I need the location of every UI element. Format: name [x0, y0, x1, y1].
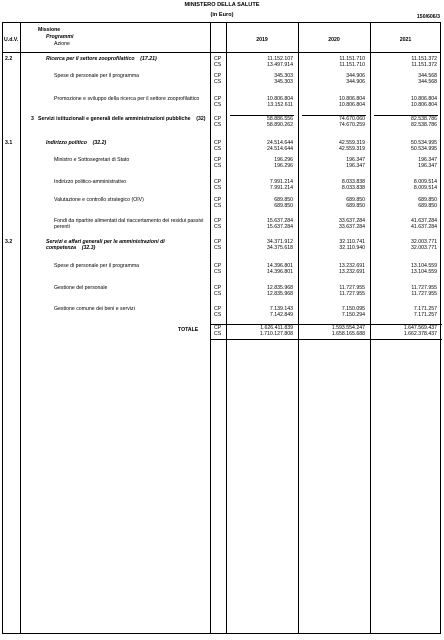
cs-value: 11.727.955 [411, 291, 437, 297]
row-udv: 2.2 [5, 56, 13, 62]
cs-label: CS [214, 79, 222, 85]
cp-value: 8.009.514 [413, 179, 437, 185]
cp-label: CP [214, 157, 222, 163]
cs-value: 13.232.691 [339, 269, 365, 275]
cp-label: CP [214, 140, 222, 146]
row-label-text: Servizi istituzionali e generali delle amministrazioni pubbliche [38, 116, 191, 122]
totale-top-line [226, 324, 298, 325]
cs-label: CS [214, 331, 222, 337]
row-label-text: Indirizzo politico-amministrativo [54, 179, 127, 185]
cs-value: 344.906 [346, 79, 365, 85]
row-label [46, 240, 206, 252]
cs-value: 50.534.995 [411, 146, 437, 152]
cs-label: CS [214, 146, 222, 152]
row-label [54, 180, 206, 186]
ministry-title: MINISTERO DELLA SALUTE [184, 2, 260, 8]
cs-value: 41.637.284 [411, 224, 437, 230]
totale-cs-value: 1.710.127.808 [259, 331, 293, 337]
row-label-text: Ministro e Sottosegretari di Stato [54, 157, 130, 163]
cs-value: 12.835.968 [267, 291, 293, 297]
row-label-text: Fondi da ripartire alimentati dal riaccertamento dei residui passivi perenti [54, 218, 204, 230]
row-code: (32.2) [86, 140, 107, 146]
cp-value: 74.670.060 [339, 116, 365, 122]
cp-value: 11.727.955 [411, 285, 437, 291]
cp-value: 345.303 [274, 73, 293, 79]
row-label [38, 117, 206, 123]
cs-label: CS [214, 312, 222, 318]
cp-value: 689.850 [274, 197, 293, 203]
cs-label: CS [214, 269, 222, 275]
totale-cp-value: 1.647.569.437 [403, 325, 437, 331]
cs-value: 8.033.838 [341, 185, 365, 191]
totale-bottom-line [370, 339, 442, 340]
totale-cp-value: 1.626.411.839 [260, 325, 293, 331]
header-missione: Missione [38, 27, 61, 33]
cp-value: 7.171.257 [413, 306, 437, 312]
cp-label: CP [214, 73, 222, 79]
cs-value: 11.727.955 [339, 291, 365, 297]
header-2019: 2019 [256, 37, 268, 43]
totale-bottom-line [298, 339, 370, 340]
cs-value: 7.150.294 [341, 312, 365, 318]
row-label [54, 219, 206, 231]
cs-value: 345.303 [274, 79, 293, 85]
row-label-text: Ricerca per il settore zooprofilattico [46, 56, 135, 62]
cp-value: 11.727.955 [339, 285, 365, 291]
cp-label: CP [214, 239, 222, 245]
row-label [54, 307, 206, 313]
row-label-text: Spese di personale per il programma [54, 73, 140, 79]
cs-value: 42.559.319 [339, 146, 365, 152]
cs-value: 7.142.849 [269, 312, 293, 318]
cp-value: 11.151.710 [339, 56, 365, 62]
cp-value: 196.347 [346, 157, 365, 163]
totale-top-line [370, 324, 442, 325]
totale-cpcs-top [210, 324, 226, 325]
header-2020: 2020 [328, 37, 340, 43]
row-label [54, 97, 206, 103]
cp-value: 196.347 [418, 157, 437, 163]
row-label [54, 198, 206, 204]
cs-value: 196.296 [274, 163, 293, 169]
mission-underline [302, 115, 366, 116]
row-udv: 3.2 [5, 239, 13, 245]
cs-value: 8.009.514 [413, 185, 437, 191]
cp-value: 15.637.284 [267, 218, 293, 224]
unit-label: (in Euro) [210, 12, 234, 18]
cp-value: 42.559.319 [339, 140, 365, 146]
cs-value: 58.890.262 [267, 122, 293, 128]
totale-label: TOTALE [178, 327, 199, 333]
cs-value: 7.991.214 [269, 185, 293, 191]
cp-value: 13.104.559 [411, 263, 437, 269]
cp-value: 50.534.995 [411, 140, 437, 146]
cs-value: 11.151.372 [411, 62, 437, 68]
cp-value: 10.806.804 [339, 96, 365, 102]
cp-value: 14.396.801 [267, 263, 293, 269]
cp-value: 10.806.804 [411, 96, 437, 102]
cp-value: 11.151.372 [411, 56, 437, 62]
cp-value: 34.371.912 [267, 239, 293, 245]
cp-value: 10.806.804 [267, 96, 293, 102]
cp-value: 689.850 [418, 197, 437, 203]
cp-value: 344.568 [418, 73, 437, 79]
cp-value: 7.991.214 [269, 179, 293, 185]
cp-label: CP [214, 116, 222, 122]
cp-value: 32.110.741 [339, 239, 365, 245]
row-label-text: Indirizzo politico [46, 140, 87, 146]
cp-value: 11.152.107 [267, 56, 293, 62]
header-divider [2, 52, 441, 53]
cs-value: 14.396.801 [267, 269, 293, 275]
cs-label: CS [214, 224, 222, 230]
row-label [54, 286, 206, 292]
cp-label: CP [214, 306, 222, 312]
cs-value: 344.568 [418, 79, 437, 85]
cp-value: 41.637.284 [411, 218, 437, 224]
cs-value: 196.347 [418, 163, 437, 169]
cp-label: CP [214, 56, 222, 62]
row-label [46, 141, 206, 147]
cs-value: 33.637.284 [339, 224, 365, 230]
cp-value: 196.296 [274, 157, 293, 163]
cp-label: CP [214, 218, 222, 224]
row-label-text: Spese di personale per il programma [54, 263, 140, 269]
col-divider [370, 22, 371, 634]
cs-value: 13.152.611 [267, 102, 293, 108]
totale-cp-value: 1.593.554.247 [331, 325, 365, 331]
header-programmi: Programmi [46, 34, 74, 40]
cs-value: 689.850 [346, 203, 365, 209]
row-code: (32.3) [75, 244, 96, 251]
cp-value: 344.906 [346, 73, 365, 79]
cp-label: CP [214, 197, 222, 203]
cs-value: 10.806.804 [411, 102, 437, 108]
row-code: (17.21) [134, 56, 157, 62]
totale-cs-value: 1.662.378.437 [403, 331, 437, 337]
cs-label: CS [214, 185, 222, 191]
cs-value: 32.110.940 [339, 245, 365, 251]
cp-label: CP [214, 96, 222, 102]
cs-label: CS [214, 102, 222, 108]
cs-label: CS [214, 163, 222, 169]
cp-label: CP [214, 263, 222, 269]
cs-value: 10.806.804 [339, 102, 365, 108]
cs-label: CS [214, 62, 222, 68]
cp-value: 7.139.143 [269, 306, 293, 312]
cs-value: 196.347 [346, 163, 365, 169]
cp-value: 689.850 [346, 197, 365, 203]
cp-value: 58.886.556 [267, 116, 293, 122]
cs-label: CS [214, 203, 222, 209]
header-azione: Azione [54, 41, 70, 47]
col-divider [298, 22, 299, 634]
cs-value: 82.538.786 [411, 122, 437, 128]
row-label-text: Gestione del personale [54, 285, 108, 291]
cs-value: 7.171.257 [413, 312, 437, 318]
row-label-text: Promozione e sviluppo della ricerca per il settore zooprofilattico [54, 96, 200, 102]
totale-cs-value: 1.658.165.688 [331, 331, 365, 337]
row-label-text: Valutazione e controllo strategico (OIV) [54, 197, 144, 203]
cs-value: 15.637.284 [267, 224, 293, 230]
row-code: (32) [190, 116, 206, 122]
header-udv: U.d.V. [4, 37, 19, 43]
row-mission-number: 3 [31, 116, 34, 122]
header-2021: 2021 [399, 37, 412, 43]
col-divider [20, 22, 21, 634]
page-reference: 150/606/3 [416, 14, 440, 20]
cp-value: 82.538.786 [411, 116, 437, 122]
row-label [54, 74, 206, 80]
cs-value: 689.850 [274, 203, 293, 209]
cp-value: 33.637.284 [339, 218, 365, 224]
cs-value: 34.375.618 [267, 245, 293, 251]
totale-cpcs-bottom [210, 339, 226, 340]
row-udv: 3.1 [5, 140, 13, 146]
cp-value: 12.835.968 [267, 285, 293, 291]
mission-underline [230, 115, 294, 116]
cs-value: 13.497.914 [267, 62, 293, 68]
totale-top-line [298, 324, 370, 325]
mission-underline [374, 115, 438, 116]
row-label [54, 158, 206, 164]
cs-label: CS [214, 245, 222, 251]
cp-value: 24.514.644 [267, 140, 293, 146]
cs-label: CS [214, 122, 222, 128]
cp-label: CP [214, 285, 222, 291]
cp-value: 8.033.838 [341, 179, 365, 185]
cs-value: 11.151.710 [339, 62, 365, 68]
cs-label: CS [214, 291, 222, 297]
cs-value: 24.514.644 [267, 146, 293, 152]
cp-value: 7.150.095 [341, 306, 365, 312]
cp-label: CP [214, 179, 222, 185]
row-label-text: Servizi e affari generali per le amministrazioni di competenza [46, 239, 165, 251]
cs-value: 74.670.259 [339, 122, 365, 128]
cs-value: 689.850 [418, 203, 437, 209]
cp-value: 32.003.771 [411, 239, 437, 245]
cs-value: 13.104.559 [411, 269, 437, 275]
col-divider [210, 22, 211, 634]
cp-label: CP [214, 325, 222, 331]
cs-value: 32.003.771 [411, 245, 437, 251]
col-divider [226, 22, 227, 634]
cp-value: 13.232.691 [339, 263, 365, 269]
row-label [54, 264, 206, 270]
totale-bottom-line [226, 339, 298, 340]
row-label-text: Gestione comune dei beni e servizi [54, 306, 135, 312]
row-label [46, 57, 206, 63]
